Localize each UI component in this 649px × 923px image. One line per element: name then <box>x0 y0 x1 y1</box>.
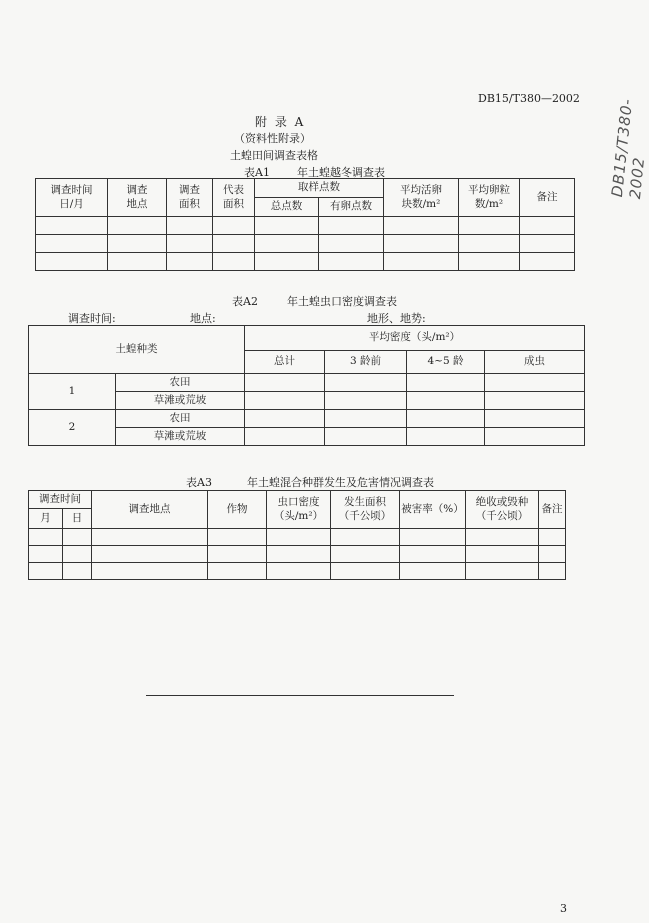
a2-habitat-cell: 草滩或荒坡 <box>116 428 245 446</box>
a3-header-occurrence: 发生面积 （千公顷） <box>331 491 400 529</box>
a3-header-density: 虫口密度 （头/m²） <box>267 491 331 529</box>
a2-header-density: 平均密度（头/m²） <box>245 326 585 351</box>
a3-header-day: 日 <box>63 509 92 529</box>
a2-meta-place: 地点: <box>190 312 216 325</box>
appendix-title: 附 录 A <box>255 115 304 129</box>
table-row <box>36 217 575 235</box>
a1-header-sample-eggs: 有卵点数 <box>319 198 384 217</box>
a1-header-rep-area: 代表 面积 <box>213 179 255 217</box>
a2-row-number: 1 <box>29 374 116 410</box>
a1-header-sample: 取样点数 <box>255 179 384 198</box>
table-row <box>36 235 575 253</box>
appendix-subtitle: （资料性附录） <box>234 132 311 145</box>
a2-meta-terrain: 地形、地势: <box>367 312 426 325</box>
handwritten-annotation: DB15/T380-2002 <box>608 97 649 200</box>
table-a3-number: 表A3 <box>186 476 212 489</box>
a1-header-date: 调查时间 日/月 <box>36 179 108 217</box>
end-rule <box>146 695 454 696</box>
a2-header-instar45: 4~5 龄 <box>407 351 485 374</box>
table-a1-number: 表A1 <box>244 166 270 179</box>
table-a2 <box>28 325 585 446</box>
table-row <box>36 253 575 271</box>
a3-header-month: 月 <box>29 509 63 529</box>
a1-header-sample-total: 总点数 <box>255 198 319 217</box>
table-a3-caption: 年土蝗混合种群发生及危害情况调查表 <box>247 476 434 489</box>
table-row <box>29 546 566 563</box>
table-row <box>29 529 566 546</box>
a2-header-species: 土蝗种类 <box>29 326 245 374</box>
a3-header-damage: 被害率（%） <box>400 491 466 529</box>
a3-header-remark: 备注 <box>539 491 566 529</box>
table-row <box>29 410 585 428</box>
a1-header-avg-eggs: 平均卵粒 数/m² <box>459 179 520 217</box>
table-a1-caption: 年土蝗越冬调查表 <box>297 166 385 179</box>
a2-habitat-cell: 草滩或荒坡 <box>116 392 245 410</box>
standard-number: DB15/T380—2002 <box>478 92 580 105</box>
a1-header-avg-pods: 平均活卵 块数/m² <box>384 179 459 217</box>
a2-header-total: 总计 <box>245 351 325 374</box>
table-a2-number: 表A2 <box>232 295 258 308</box>
appendix-heading: 土蝗田间调查表格 <box>230 149 318 162</box>
a3-header-date: 调查时间 <box>29 491 92 509</box>
a3-header-place: 调查地点 <box>92 491 208 529</box>
a2-header-instar3: 3 龄前 <box>325 351 407 374</box>
a1-header-place: 调查 地点 <box>108 179 167 217</box>
page-number: 3 <box>560 902 567 915</box>
a3-header-crop: 作物 <box>208 491 267 529</box>
table-a3 <box>28 490 566 580</box>
a2-habitat-cell: 农田 <box>116 374 245 392</box>
a2-row-number: 2 <box>29 410 116 446</box>
a2-meta-time: 调查时间: <box>68 312 116 325</box>
table-a2-caption: 年土蝗虫口密度调查表 <box>287 295 397 308</box>
a1-header-remark: 备注 <box>520 179 575 217</box>
table-row <box>29 374 585 392</box>
a2-header-adult: 成虫 <box>485 351 585 374</box>
a2-habitat-cell: 农田 <box>116 410 245 428</box>
table-a1 <box>35 178 575 271</box>
a1-header-area: 调查 面积 <box>167 179 213 217</box>
a3-header-loss: 绝收或毁种 （千公顷） <box>466 491 539 529</box>
table-row <box>29 563 566 580</box>
